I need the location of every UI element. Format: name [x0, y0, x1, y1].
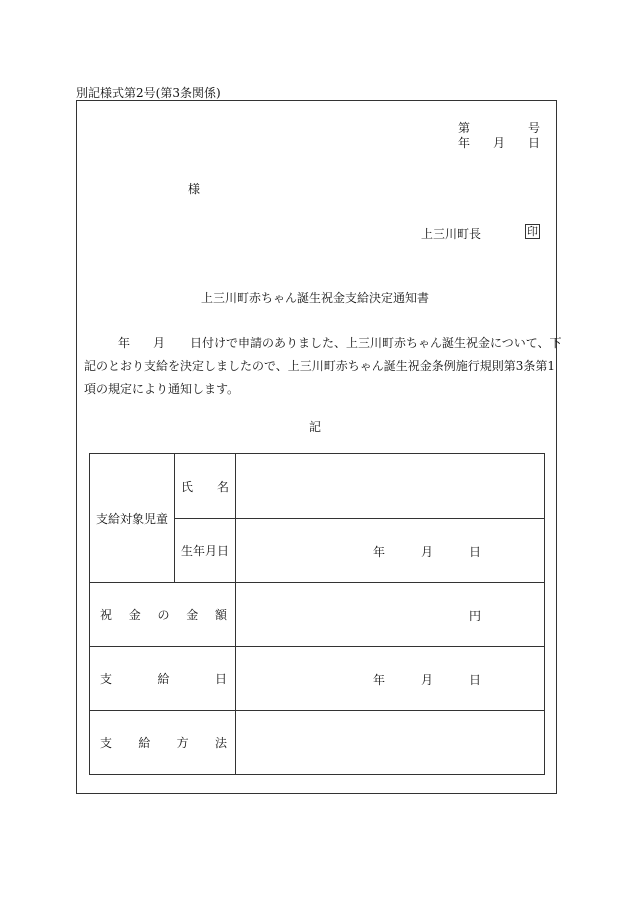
method-label-4: 法 [214, 736, 227, 750]
amount-unit: 円 [469, 609, 482, 623]
name-label-1: 氏 [181, 479, 194, 494]
amount-label-2: 金 [128, 608, 141, 622]
body-line-1-rest: 日付けで申請のありました、上三川町赤ちゃん誕生祝金について、下 [190, 336, 562, 350]
birth-label: 生年月日 [181, 544, 230, 558]
pay-year: 年 [373, 673, 386, 687]
amount-label-1: 祝 [100, 608, 113, 622]
recipient-suffix: 様 [188, 182, 201, 196]
number-prefix: 第 [458, 121, 471, 135]
body-line-2: 記のとおり支給を決定しましたので、上三川町赤ちゃん誕生祝金条例施行規則第3条第1 [84, 359, 556, 373]
seal-mark: 印 [527, 225, 538, 238]
method-value-cell[interactable] [236, 711, 545, 775]
pay-month: 月 [421, 673, 434, 687]
name-label-cell [175, 454, 236, 519]
row-pay-date [90, 647, 545, 711]
amount-value-cell[interactable] [236, 583, 545, 647]
body-line-3: 項の規定により通知します。 [84, 382, 240, 396]
ki-heading: 記 [308, 420, 321, 434]
details-table [89, 453, 545, 775]
issuer-name: 上三川町長 [421, 227, 482, 241]
pay-date-value-cell[interactable] [236, 647, 545, 711]
row-method [90, 711, 545, 775]
name-value-cell[interactable] [236, 454, 545, 519]
pay-day: 日 [469, 673, 482, 687]
method-label-cell [90, 711, 236, 775]
method-label-2: 給 [138, 736, 151, 750]
pay-date-label-1: 支 [100, 672, 113, 686]
amount-label-3: の [157, 608, 170, 622]
date-month: 月 [493, 136, 506, 150]
child-label: 支給対象児童 [95, 511, 168, 526]
child-label-cell [90, 454, 175, 583]
form-caption: 別記様式第2号(第3条関係) [76, 86, 221, 100]
document-title: 上三川町赤ちゃん誕生祝金支給決定通知書 [200, 291, 429, 305]
date-year: 年 [458, 136, 471, 150]
body-month: 月 [153, 336, 166, 350]
date-day: 日 [528, 136, 541, 150]
birth-value-cell[interactable] [236, 519, 545, 583]
birth-label-cell [175, 519, 236, 583]
body-year: 年 [118, 336, 131, 350]
birth-year: 年 [373, 545, 386, 559]
amount-label-5: 額 [214, 608, 227, 622]
row-amount [90, 583, 545, 647]
row-name [90, 454, 545, 519]
pay-date-label-3: 日 [214, 672, 227, 686]
amount-label-4: 金 [186, 608, 199, 622]
birth-month: 月 [421, 545, 434, 559]
birth-day: 日 [469, 545, 482, 559]
pay-date-label-2: 給 [157, 672, 170, 686]
name-label-2: 名 [216, 479, 229, 494]
method-label-3: 方 [176, 736, 189, 750]
amount-label-cell [90, 583, 236, 647]
pay-date-label-cell [90, 647, 236, 711]
method-label-1: 支 [100, 736, 113, 750]
number-suffix: 号 [528, 121, 541, 135]
